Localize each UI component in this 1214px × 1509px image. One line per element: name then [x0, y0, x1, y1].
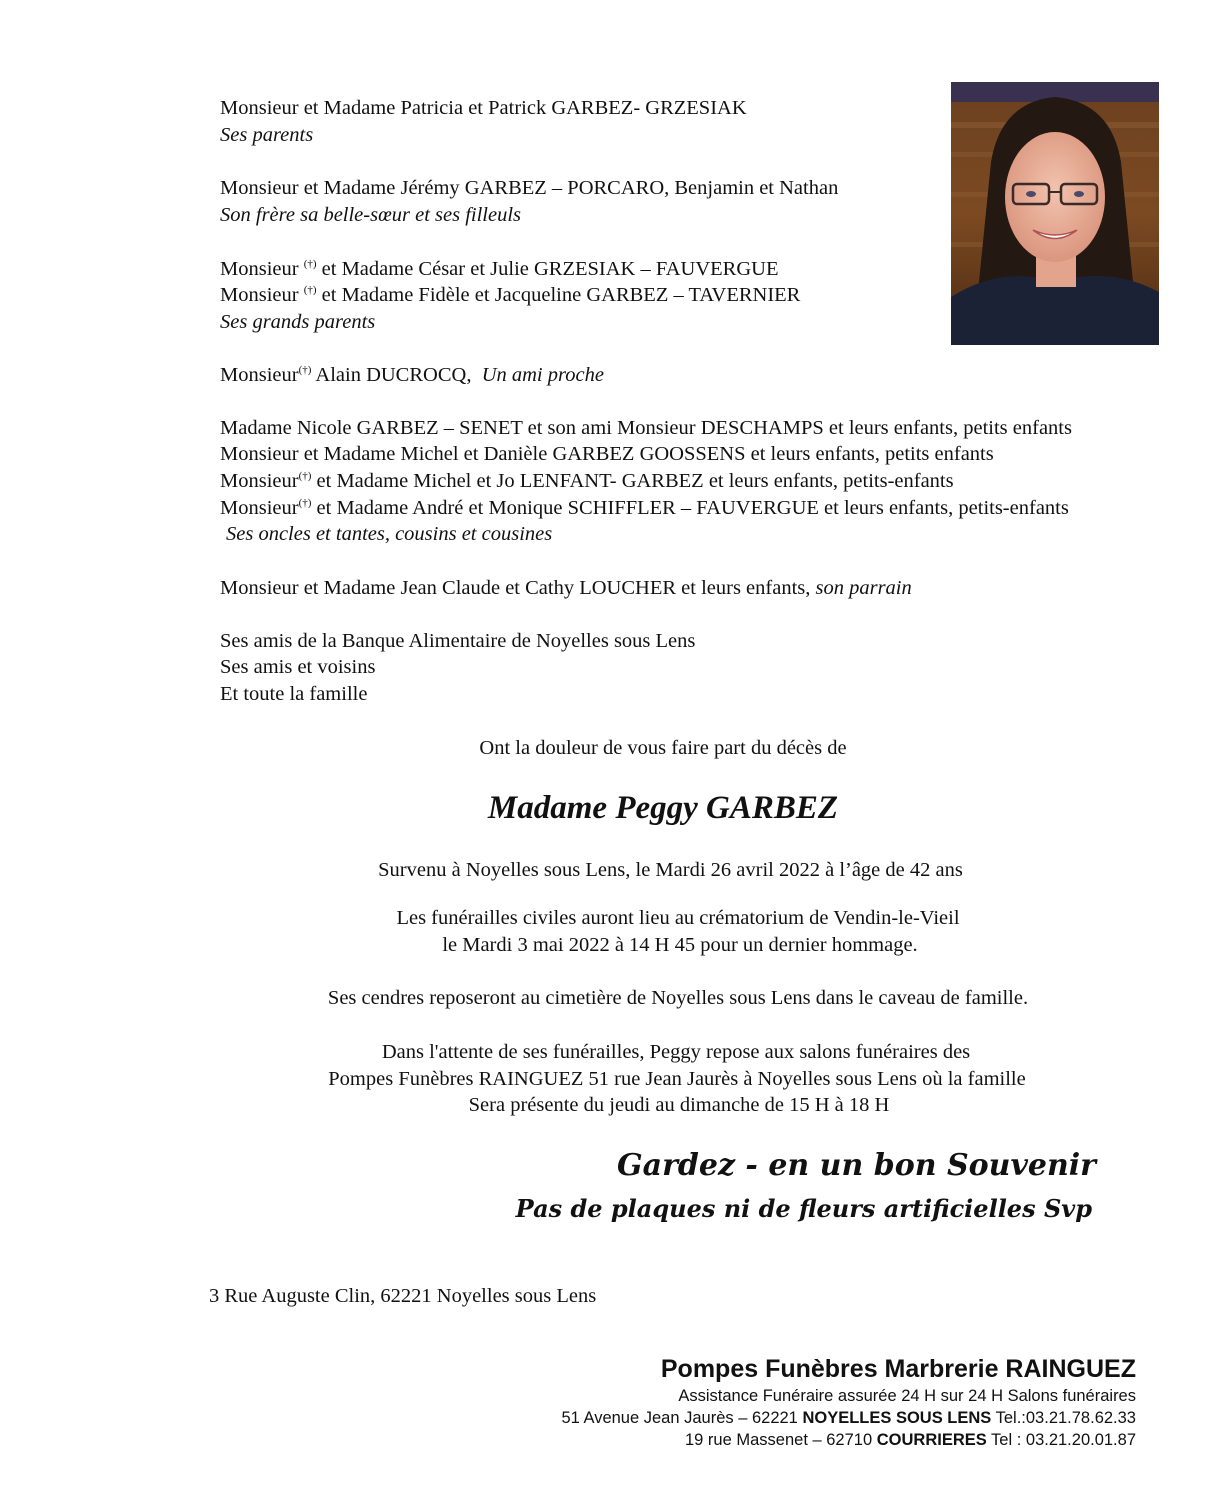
rest-line-2: Pompes Funèbres RAINGUEZ 51 rue Jean Jaurès à Noyelles sous Lens où la famille: [328, 1068, 1026, 1090]
grandparents-line-2: [220, 282, 800, 308]
godfather-names: Monsieur et Madame Jean Claude et Cathy LOUCHER et leurs enfants,: [220, 577, 811, 599]
names-text: et Madame César et Julie GRZESIAK – FAUVERGUE: [321, 258, 779, 280]
branch-phone: Tel : 03.21.20.01.87: [991, 1431, 1136, 1449]
uncles-line-4: [220, 495, 1069, 521]
branch-city: NOYELLES SOUS LENS: [802, 1409, 992, 1427]
branch-address: 19 rue Massenet – 62710: [685, 1431, 873, 1449]
friend-relation: Un ami proche: [481, 364, 604, 386]
announcement-intro: Ont la douleur de vous faire part du décès de: [479, 737, 847, 759]
title-text: Monsieur: [220, 364, 299, 386]
funeral-line-2: le Mardi 3 mai 2022 à 14 H 45 pour un dernier hommage.: [442, 934, 918, 956]
uncles-relation: Ses oncles et tantes, cousins et cousines: [226, 523, 553, 545]
parents-relation: Ses parents: [220, 124, 314, 146]
others-line-2: Ses amis et voisins: [220, 656, 376, 678]
deceased-mark: (†): [303, 284, 317, 296]
brother-relation: Son frère sa belle-sœur et ses filleuls: [220, 204, 522, 226]
others-line-3: Et toute la famille: [220, 683, 368, 705]
rest-line-1: Dans l'attente de ses funérailles, Peggy repose aux salons funéraires des: [381, 1041, 971, 1063]
family-address: 3 Rue Auguste Clin, 62221 Noyelles sous Lens: [209, 1285, 597, 1307]
branch-address: 51 Avenue Jean Jaurès – 62221: [561, 1409, 798, 1427]
deceased-mark: (†): [298, 364, 312, 376]
grandparents-relation: Ses grands parents: [220, 311, 376, 333]
death-info: Survenu à Noyelles sous Lens, le Mardi 26 avril 2022 à l’âge de 42 ans: [378, 859, 963, 881]
deceased-mark: (†): [298, 497, 312, 509]
branch-phone: Tel.:03.21.78.62.33: [995, 1409, 1136, 1427]
uncles-line-1: Madame Nicole GARBEZ – SENET et son ami Monsieur DESCHAMPS et leurs enfants, petits enfants: [220, 417, 1072, 439]
title-text: Monsieur: [220, 470, 299, 492]
rest-line-3: Sera présente du jeudi au dimanche de 15 H à 18 H: [468, 1094, 890, 1116]
funeral-home-name: Pompes Funèbres Marbrerie RAINGUEZ: [660, 1355, 1136, 1383]
uncles-line-2: Monsieur et Madame Michel et Danièle GARBEZ GOOSSENS et leurs enfants, petits enfants: [220, 443, 994, 465]
grandparents-line-1: [220, 256, 778, 282]
friend-name: Alain DUCROCQ,: [315, 364, 472, 386]
brother-names: Monsieur et Madame Jérémy GARBEZ – PORCARO, Benjamin et Nathan: [220, 177, 839, 199]
deceased-mark: (†): [303, 258, 317, 270]
deceased-mark: (†): [298, 470, 312, 482]
remembrance-text: Gardez - en un bon Souvenir: [617, 1148, 1096, 1183]
others-line-1: Ses amis de la Banque Alimentaire de Noyelles sous Lens: [220, 630, 696, 652]
names-text: et Madame André et Monique SCHIFFLER – FAUVERGUE et leurs enfants, petits-enfants: [316, 497, 1069, 519]
funeral-home-tagline: Assistance Funéraire assurée 24 H sur 24 H Salons funéraires: [678, 1387, 1136, 1405]
title-text: Monsieur: [220, 497, 299, 519]
deceased-name: Madame Peggy GARBEZ: [487, 790, 839, 826]
ashes-info: Ses cendres reposeront au cimetière de Noyelles sous Lens dans le caveau de famille.: [327, 987, 1029, 1009]
branch-city: COURRIERES: [876, 1431, 987, 1449]
uncles-line-3: [220, 468, 954, 494]
godfather-line: [220, 575, 912, 601]
portrait-image: [951, 82, 1159, 345]
title-text: Monsieur: [220, 284, 299, 306]
flowers-request: Pas de plaques ni de fleurs artificielles Svp: [515, 1194, 1092, 1223]
godfather-relation: son parrain: [815, 577, 912, 599]
deceased-portrait-photo: [951, 82, 1159, 345]
friend-line: [220, 362, 604, 388]
title-text: Monsieur: [220, 258, 299, 280]
names-text: et Madame Fidèle et Jacqueline GARBEZ – TAVERNIER: [321, 284, 801, 306]
funeral-home-branch-1: [561, 1409, 1136, 1428]
funeral-home-branch-2: [685, 1431, 1136, 1450]
parents-names: Monsieur et Madame Patricia et Patrick GARBEZ- GRZESIAK: [220, 97, 747, 119]
names-text: et Madame Michel et Jo LENFANT- GARBEZ et leurs enfants, petits-enfants: [316, 470, 954, 492]
funeral-line-1: Les funérailles civiles auront lieu au crématorium de Vendin-le-Vieil: [396, 907, 960, 929]
